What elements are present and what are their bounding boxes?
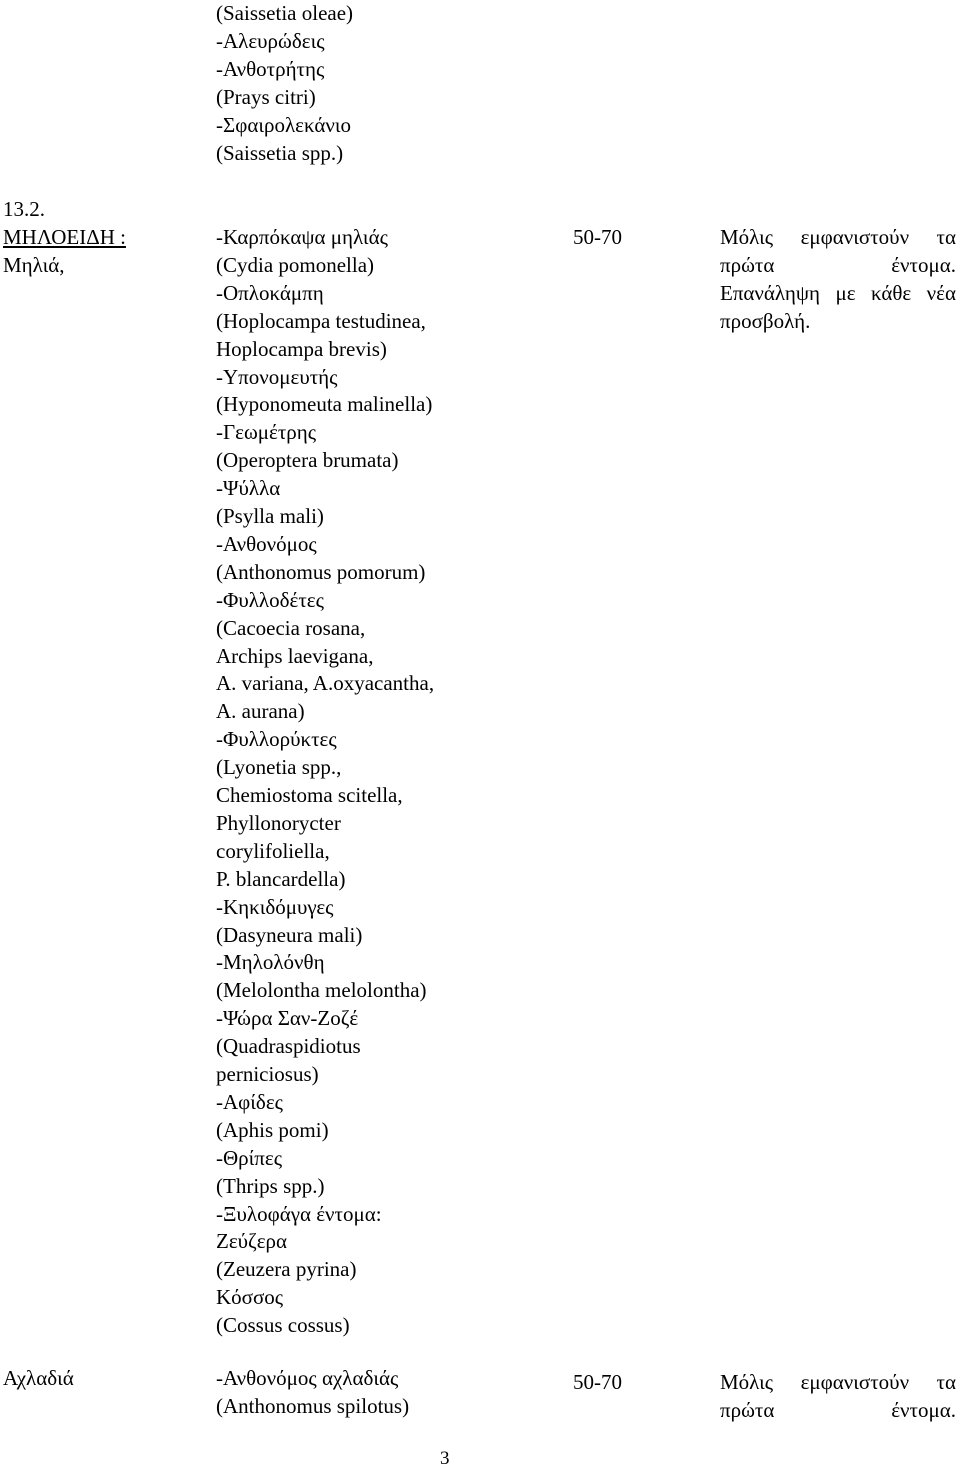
pest-line: A. aurana) (216, 699, 305, 724)
pest-line: (Melolontha melolontha) (216, 978, 427, 1003)
pest-line: Chemiostoma scitella, (216, 783, 403, 807)
pest-line: (Quadraspidiotus (216, 1034, 361, 1059)
pest-line: -Φυλλοδέτες (216, 587, 324, 612)
pest-line: -Ανθονόμος αχλαδιάς (216, 1366, 399, 1390)
pest-line: corylifoliella, (216, 838, 330, 863)
pest-line: (Aphis pomi) (216, 1117, 329, 1142)
pest-line: (Cossus cossus) (216, 1313, 350, 1338)
section-heading: ΜΗΛΟΕΙΔΗ : (3, 225, 126, 249)
pest-line: -Φυλλορύκτες (216, 727, 337, 752)
pest-line: -Αλευρώδεις (216, 29, 325, 53)
pest-line: (Psylla mali) (216, 504, 324, 528)
pest-line: (Thrips spp.) (216, 1173, 325, 1198)
notes-word: Μόλις (720, 225, 774, 249)
pest-line: (Anthonomus spilotus) (216, 1394, 410, 1418)
pest-line: (Saissetia oleae) (216, 1, 354, 25)
page-number: 3 (440, 1448, 450, 1469)
pest-line: (Zeuzera pyrina) (216, 1257, 357, 1282)
pest-line: -Υπονομευτής (216, 364, 338, 389)
pest-line: Κόσσος (216, 1285, 284, 1310)
notes-word: Επανάληψη (720, 281, 821, 305)
pest-line: (Dasyneura mali) (216, 922, 363, 947)
pest-line: -Αφίδες (216, 1089, 283, 1114)
pest-line: (Cydia pomonella) (216, 252, 375, 277)
pest-line: -Ανθονόμος (216, 531, 317, 556)
notes-word: έντομα. (891, 253, 956, 277)
crop-name: Αχλαδιά (3, 1366, 74, 1390)
pest-line: (Lyonetia spp., (216, 755, 342, 780)
pest-line: Ζεύζερα (216, 1229, 288, 1254)
pest-line: -Θρίπες (216, 1145, 283, 1170)
notes-line (720, 1397, 956, 1425)
notes-word: με (835, 281, 856, 305)
pest-line: -Ανθοτρήτης (216, 57, 325, 81)
notes-word: κάθε (870, 281, 912, 305)
pest-line: -Ξυλοφάγα έντομα: (216, 1201, 382, 1226)
pest-line: (Prays citri) (216, 85, 316, 109)
notes-word: εμφανιστούν (800, 225, 910, 249)
notes-word: πρώτα (720, 253, 775, 277)
notes-line (720, 1369, 956, 1397)
dose-value: 50-70 (573, 1370, 622, 1394)
notes-word: Μόλις (720, 1370, 774, 1394)
crop-name: Μηλιά, (3, 253, 65, 277)
pest-line: -Κηκιδόμυγες (216, 894, 334, 919)
pest-line: Hoplocampa brevis) (216, 336, 387, 361)
notes-line (720, 224, 956, 252)
pest-line: (Operoptera brumata) (216, 448, 399, 473)
notes-word: νέα (926, 281, 956, 305)
pest-line: (Saissetia spp.) (216, 141, 344, 165)
notes-word: εμφανιστούν (800, 1370, 910, 1394)
notes-word: πρώτα (720, 1398, 775, 1422)
pest-line: (Cacoecia rosana, (216, 615, 366, 640)
pest-line: A. variana, A.oxyacantha, (216, 671, 435, 696)
notes-word: τα (936, 225, 956, 249)
notes-word: έντομα. (891, 1398, 956, 1422)
pest-line: perniciosus) (216, 1062, 319, 1086)
pest-line: -Ψώρα Σαν-Ζοζέ (216, 1006, 359, 1031)
pest-line: Archips laevigana, (216, 643, 374, 668)
pest-line: (Anthonomus pomorum) (216, 559, 426, 584)
section-number: 13.2. (3, 197, 45, 221)
pest-line: P. blancardella) (216, 866, 346, 891)
pest-line: -Οπλοκάμπη (216, 280, 324, 305)
pest-line: -Μηλολόνθη (216, 950, 325, 975)
pest-line: (Hoplocampa testudinea, (216, 308, 426, 333)
pest-line: Phyllonorycter (216, 810, 341, 835)
notes-word: τα (936, 1370, 956, 1394)
dose-value: 50-70 (573, 225, 622, 249)
notes-line (720, 252, 956, 280)
pest-line: -Γεωμέτρης (216, 420, 317, 445)
pest-line: -Σφαιρολεκάνιο (216, 113, 352, 137)
notes-line (720, 280, 956, 308)
notes-line: προσβολή. (720, 309, 811, 333)
pest-line: (Hyponomeuta malinella) (216, 392, 433, 417)
pest-line: -Ψύλλα (216, 476, 281, 501)
pest-line: -Καρπόκαψα μηλιάς (216, 225, 388, 249)
